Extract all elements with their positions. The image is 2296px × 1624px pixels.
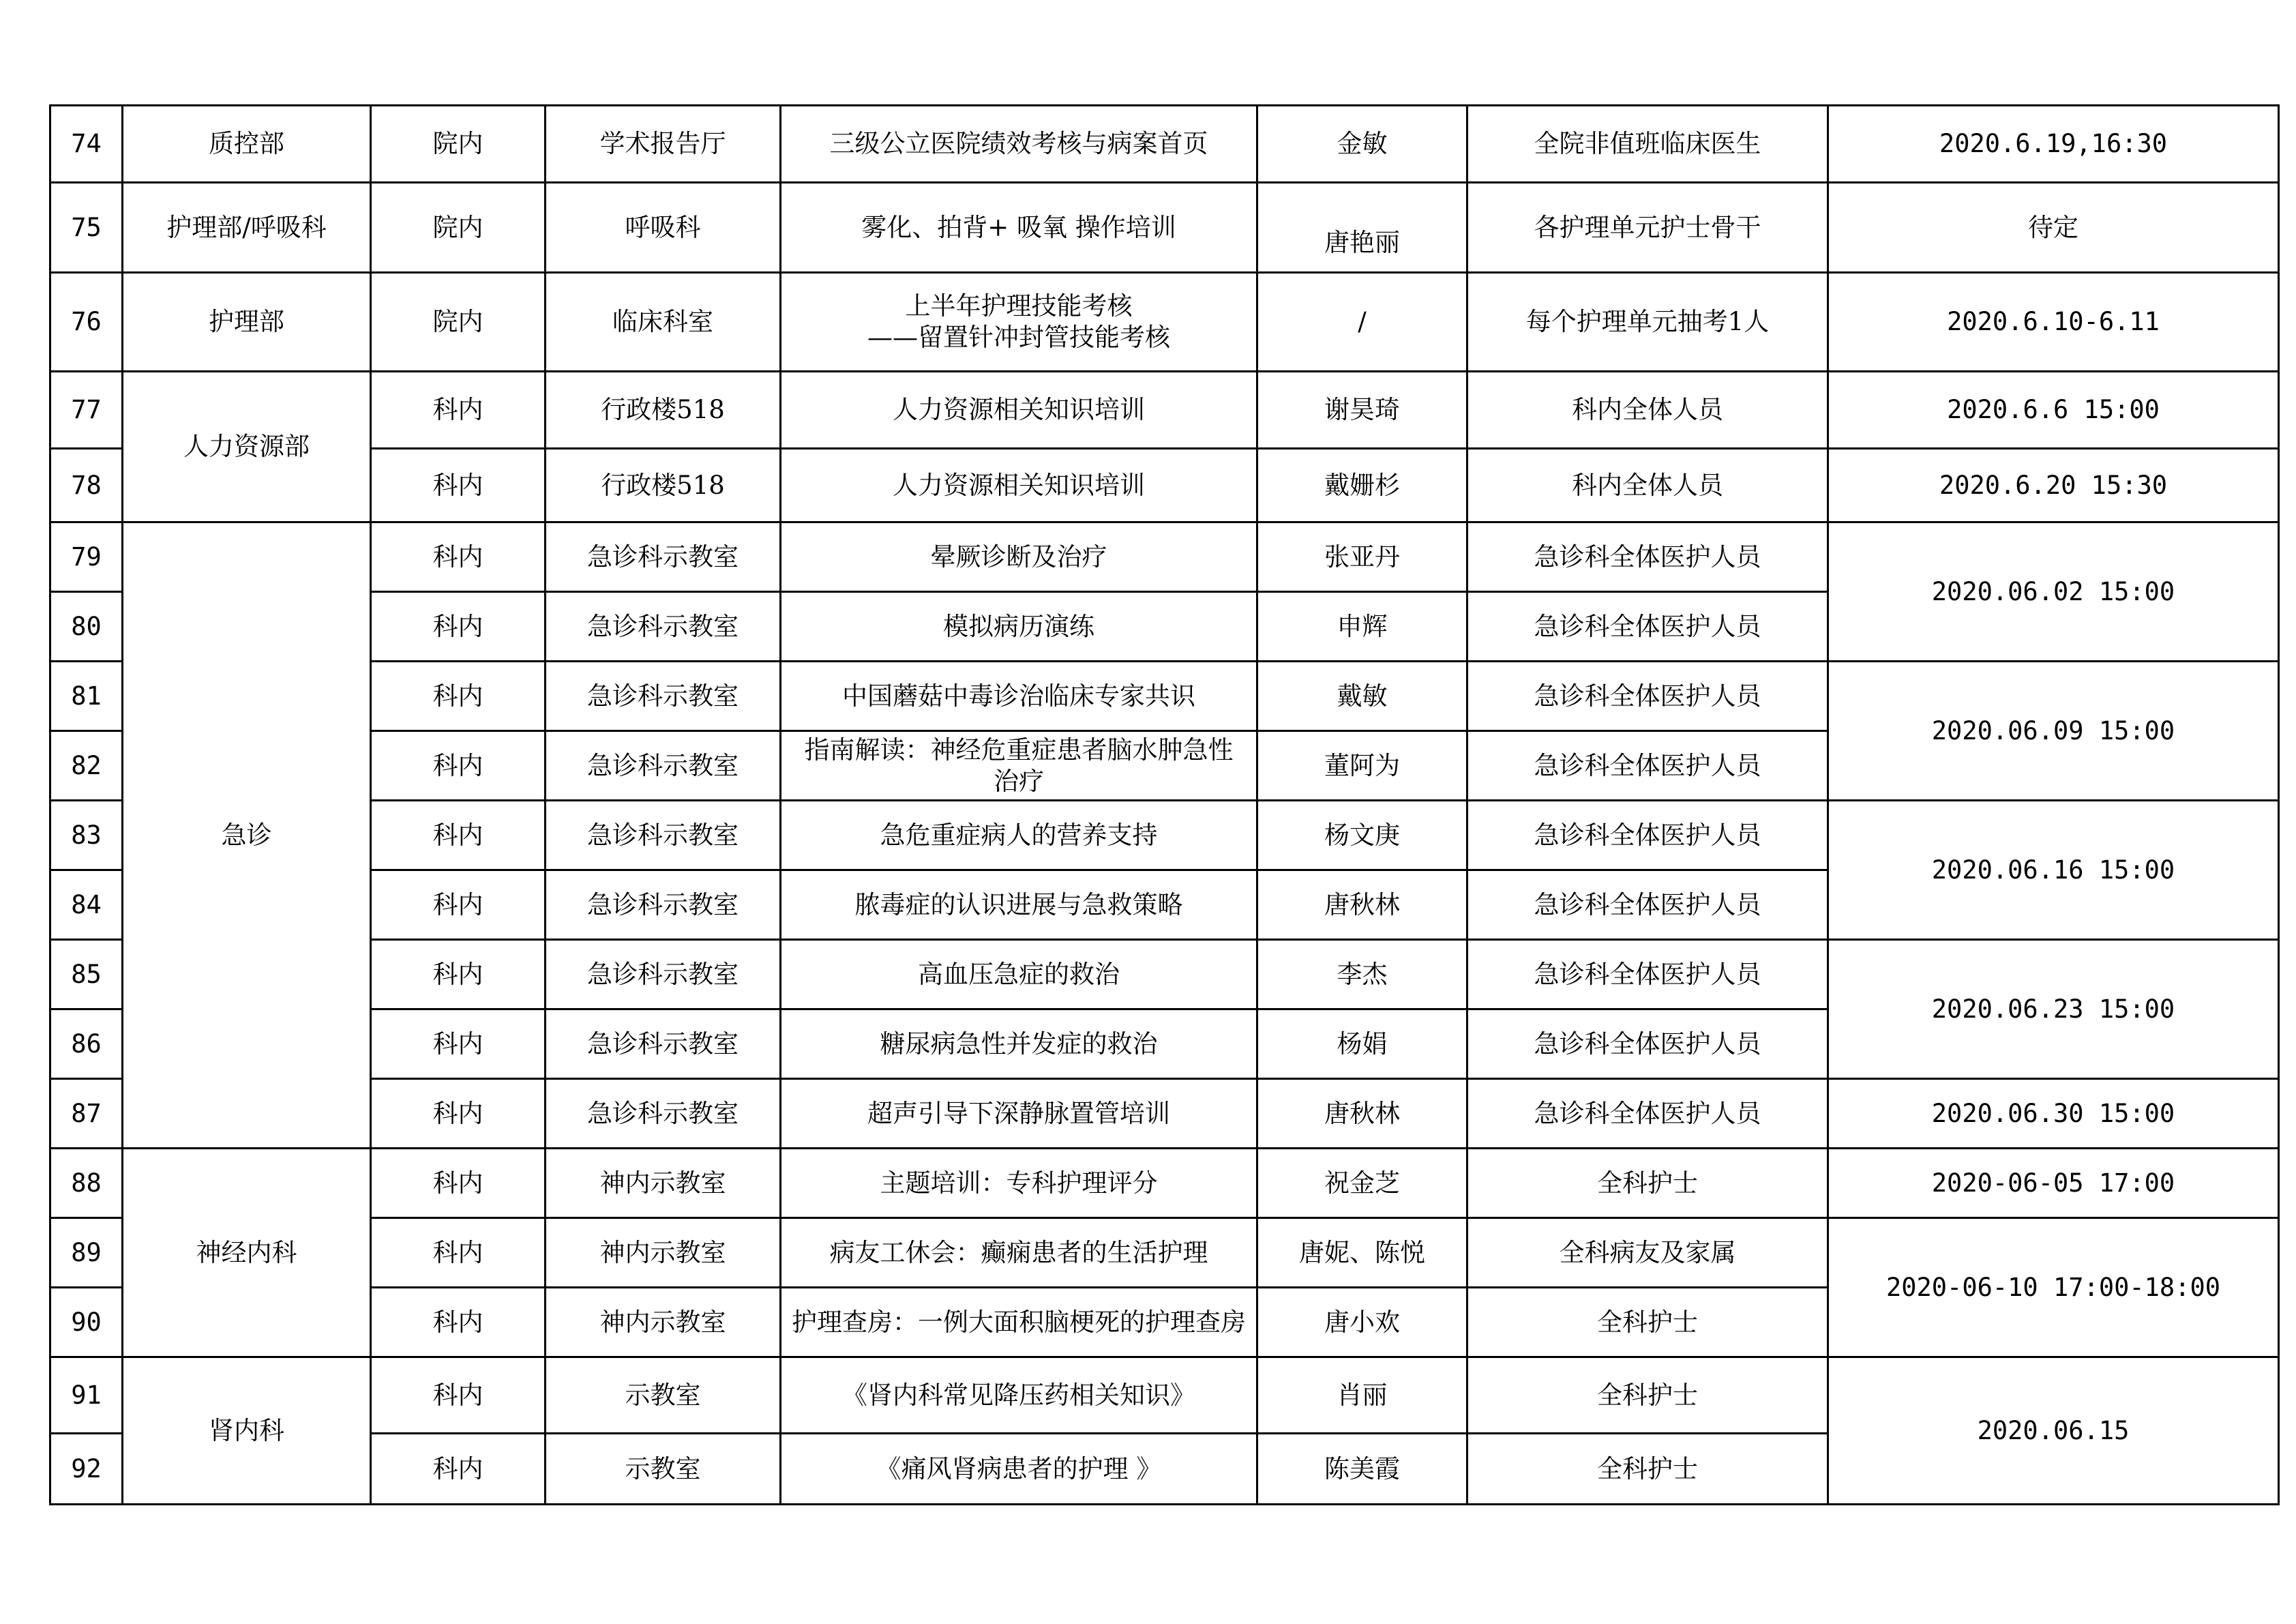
topic-cell: 病友工休会：癫痫患者的生活护理: [781, 1218, 1257, 1288]
topic-cell: 脓毒症的认识进展与急救策略: [781, 870, 1257, 940]
speaker-name: 唐艳丽: [1324, 227, 1400, 257]
row-number: 79: [50, 522, 123, 592]
row-number: 91: [50, 1357, 123, 1434]
location-cell: 学术报告厅: [546, 106, 781, 183]
audience-cell: 全科护士: [1467, 1357, 1828, 1434]
table-row: [50, 940, 2279, 1009]
scope-cell: 科内: [371, 662, 546, 731]
topic-cell: 糖尿病急性并发症的救治: [781, 1009, 1257, 1079]
speaker-cell: 唐秋林: [1257, 870, 1467, 940]
row-number: 81: [50, 662, 123, 731]
scope-cell: 院内: [371, 183, 546, 273]
speaker-cell: 董阿为: [1257, 731, 1467, 801]
time-cell: 2020.06.30 15:00: [1828, 1079, 2279, 1149]
location-cell: 呼吸科: [546, 183, 781, 273]
table-row: [50, 106, 2279, 183]
audience-cell: 急诊科全体医护人员: [1467, 870, 1828, 940]
row-number: 78: [50, 449, 123, 522]
topic-cell: 护理查房：一例大面积脑梗死的护理查房: [781, 1288, 1257, 1357]
speaker-cell: 谢昊琦: [1257, 372, 1467, 449]
speaker-cell: 戴敏: [1257, 662, 1467, 731]
time-cell: 2020.06.23 15:00: [1828, 940, 2279, 1079]
speaker-cell: 张亚丹: [1257, 522, 1467, 592]
time-cell: 2020.6.6 15:00: [1828, 372, 2279, 449]
table-row: [50, 372, 2279, 449]
time-cell: 2020.6.19,16:30: [1828, 106, 2279, 183]
scope-cell: 科内: [371, 1357, 546, 1434]
location-cell: 急诊科示教室: [546, 1009, 781, 1079]
table-row: [50, 662, 2279, 731]
table-row: [50, 1357, 2279, 1434]
audience-cell: 急诊科全体医护人员: [1467, 1009, 1828, 1079]
speaker-cell: 唐秋林: [1257, 1079, 1467, 1149]
row-number: 86: [50, 1009, 123, 1079]
topic-cell: 中国蘑菇中毒诊治临床专家共识: [781, 662, 1257, 731]
time-cell: 2020-06-10 17:00-18:00: [1828, 1218, 2279, 1357]
table-row: [50, 273, 2279, 372]
scope-cell: 院内: [371, 273, 546, 372]
speaker-cell: 唐小欢: [1257, 1288, 1467, 1357]
audience-cell: 急诊科全体医护人员: [1467, 940, 1828, 1009]
row-number: 89: [50, 1218, 123, 1288]
scope-cell: 科内: [371, 1149, 546, 1218]
table-row: [50, 1218, 2279, 1288]
table-row: [50, 801, 2279, 870]
scope-cell: 科内: [371, 731, 546, 801]
location-cell: 临床科室: [546, 273, 781, 372]
location-cell: 急诊科示教室: [546, 1079, 781, 1149]
speaker-cell: 杨娟: [1257, 1009, 1467, 1079]
scope-cell: 科内: [371, 1079, 546, 1149]
topic-cell: 雾化、拍背+ 吸氧 操作培训: [781, 183, 1257, 273]
scope-cell: 科内: [371, 1218, 546, 1288]
topic-cell: [781, 273, 1257, 372]
table-row: [50, 183, 2279, 273]
speaker-cell: 杨文庚: [1257, 801, 1467, 870]
audience-cell: 每个护理单元抽考1人: [1467, 273, 1828, 372]
time-cell: 2020.06.02 15:00: [1828, 522, 2279, 662]
topic-cell: 三级公立医院绩效考核与病案首页: [781, 106, 1257, 183]
topic-cell: 急危重症病人的营养支持: [781, 801, 1257, 870]
row-number: 90: [50, 1288, 123, 1357]
speaker-cell: 祝金芝: [1257, 1149, 1467, 1218]
scope-cell: 科内: [371, 1434, 546, 1505]
topic-cell: 主题培训：专科护理评分: [781, 1149, 1257, 1218]
time-cell: 2020-06-05 17:00: [1828, 1149, 2279, 1218]
location-cell: 行政楼518: [546, 449, 781, 522]
department-cell: 护理部/呼吸科: [123, 183, 371, 273]
scope-cell: 科内: [371, 1288, 546, 1357]
audience-cell: 全科病友及家属: [1467, 1218, 1828, 1288]
topic-cell: 人力资源相关知识培训: [781, 372, 1257, 449]
topic-cell: 《肾内科常见降压药相关知识》: [781, 1357, 1257, 1434]
row-number: 83: [50, 801, 123, 870]
audience-cell: 全科护士: [1467, 1288, 1828, 1357]
scope-cell: 科内: [371, 372, 546, 449]
time-cell: 2020.06.16 15:00: [1828, 801, 2279, 940]
topic-line-1: 上半年护理技能考核: [905, 291, 1133, 321]
audience-cell: 各护理单元护士骨干: [1467, 183, 1828, 273]
topic-cell: 超声引导下深静脉置管培训: [781, 1079, 1257, 1149]
speaker-cell: 申辉: [1257, 592, 1467, 662]
location-cell: 急诊科示教室: [546, 940, 781, 1009]
scope-cell: 科内: [371, 449, 546, 522]
location-cell: 急诊科示教室: [546, 592, 781, 662]
row-number: 92: [50, 1434, 123, 1505]
speaker-cell: [1257, 183, 1467, 273]
scope-cell: 院内: [371, 106, 546, 183]
time-cell: 2020.06.15: [1828, 1357, 2279, 1505]
topic-cell: 模拟病历演练: [781, 592, 1257, 662]
speaker-cell: 李杰: [1257, 940, 1467, 1009]
scope-cell: 科内: [371, 801, 546, 870]
topic-line-2: 治疗: [994, 766, 1044, 796]
audience-cell: 全科护士: [1467, 1434, 1828, 1505]
audience-cell: 科内全体人员: [1467, 449, 1828, 522]
speaker-cell: /: [1257, 273, 1467, 372]
row-number: 80: [50, 592, 123, 662]
topic-line-1: 指南解读：神经危重症患者脑水肿急性: [804, 735, 1234, 765]
row-number: 82: [50, 731, 123, 801]
audience-cell: 急诊科全体医护人员: [1467, 731, 1828, 801]
location-cell: 急诊科示教室: [546, 870, 781, 940]
scope-cell: 科内: [371, 870, 546, 940]
location-cell: 神内示教室: [546, 1288, 781, 1357]
row-number: 88: [50, 1149, 123, 1218]
topic-cell: 晕厥诊断及治疗: [781, 522, 1257, 592]
table-row: [50, 1149, 2279, 1218]
table-row: [50, 1079, 2279, 1149]
audience-cell: 急诊科全体医护人员: [1467, 1079, 1828, 1149]
row-number: 77: [50, 372, 123, 449]
location-cell: 示教室: [546, 1357, 781, 1434]
department-cell: 护理部: [123, 273, 371, 372]
time-cell: 2020.06.09 15:00: [1828, 662, 2279, 801]
scope-cell: 科内: [371, 940, 546, 1009]
speaker-cell: 陈美霞: [1257, 1434, 1467, 1505]
department-cell: 神经内科: [123, 1149, 371, 1357]
department-cell: 肾内科: [123, 1357, 371, 1505]
department-cell: 急诊: [123, 522, 371, 1149]
audience-cell: 急诊科全体医护人员: [1467, 801, 1828, 870]
row-number: 84: [50, 870, 123, 940]
audience-cell: 科内全体人员: [1467, 372, 1828, 449]
time-cell: 2020.6.20 15:30: [1828, 449, 2279, 522]
audience-cell: 全科护士: [1467, 1149, 1828, 1218]
speaker-cell: 戴姗杉: [1257, 449, 1467, 522]
topic-cell: 高血压急症的救治: [781, 940, 1257, 1009]
row-number: 76: [50, 273, 123, 372]
audience-cell: 急诊科全体医护人员: [1467, 592, 1828, 662]
row-number: 87: [50, 1079, 123, 1149]
location-cell: 急诊科示教室: [546, 662, 781, 731]
time-cell: 2020.6.10-6.11: [1828, 273, 2279, 372]
location-cell: 行政楼518: [546, 372, 781, 449]
row-number: 74: [50, 106, 123, 183]
scope-cell: 科内: [371, 592, 546, 662]
location-cell: 示教室: [546, 1434, 781, 1505]
scope-cell: 科内: [371, 1009, 546, 1079]
row-number: 75: [50, 183, 123, 273]
audience-cell: 急诊科全体医护人员: [1467, 662, 1828, 731]
speaker-cell: 肖丽: [1257, 1357, 1467, 1434]
location-cell: 急诊科示教室: [546, 801, 781, 870]
topic-cell: [781, 731, 1257, 801]
topic-cell: 人力资源相关知识培训: [781, 449, 1257, 522]
speaker-cell: 唐妮、陈悦: [1257, 1218, 1467, 1288]
topic-line-2: ——留置针冲封管技能考核: [867, 323, 1170, 352]
audience-cell: 急诊科全体医护人员: [1467, 522, 1828, 592]
table-row: [50, 449, 2279, 522]
topic-cell: 《痛风肾病患者的护理 》: [781, 1434, 1257, 1505]
location-cell: 神内示教室: [546, 1149, 781, 1218]
speaker-cell: 金敏: [1257, 106, 1467, 183]
department-cell: 质控部: [123, 106, 371, 183]
location-cell: 急诊科示教室: [546, 522, 781, 592]
training-schedule-table: [49, 104, 2280, 1505]
department-cell: 人力资源部: [123, 372, 371, 522]
location-cell: 急诊科示教室: [546, 731, 781, 801]
table-row: [50, 522, 2279, 592]
location-cell: 神内示教室: [546, 1218, 781, 1288]
audience-cell: 全院非值班临床医生: [1467, 106, 1828, 183]
scope-cell: 科内: [371, 522, 546, 592]
time-cell: 待定: [1828, 183, 2279, 273]
row-number: 85: [50, 940, 123, 1009]
